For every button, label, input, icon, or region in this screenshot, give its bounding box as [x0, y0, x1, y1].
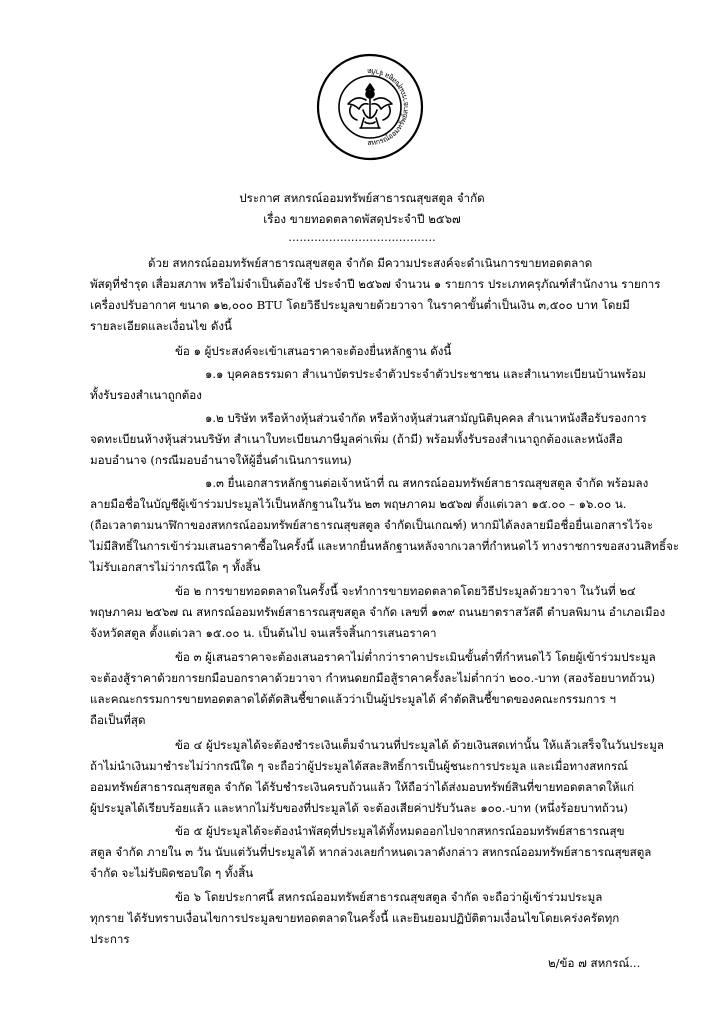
clause-heading: ข้อ ๔ ผู้ประมูลได้จะต้องชำระเงินเต็มจำนวนที่ประมูลได้ ด้วยเงินสดเท่านั้น ให้แล้วเสร็จในวันประมูล — [175, 738, 665, 752]
body-line: ทั้งรับรองสำเนาถูกต้อง — [90, 388, 202, 402]
body-line: ๑.๒ บริษัท หรือห้างหุ้นส่วนจำกัด หรือห้างหุ้นส่วนสามัญนิติบุคคล สำเนาหนังสือรับรองการ — [205, 411, 647, 425]
body-line: ไม่มีสิทธิ์ในการเข้าร่วมเสนอราคาซื้อในครั้งนี้ และหากยื่นหลักฐานหลังจากเวลาที่กำหนดไว้ ทางราชการขอสงวนสิทธิ์จะ — [90, 539, 680, 553]
clause-heading: ข้อ ๑ ผู้ประสงค์จะเข้าเสนอราคาจะต้องยื่นหลักฐาน ดังนี้ — [175, 344, 452, 358]
body-line: ออมทรัพย์สาธารณสุขสตูล จำกัด ได้รับชำระเงินครบถ้วนแล้ว ให้ถือว่าได้ส่งมอบทรัพย์สินที่ขายทอดตลาดให้แก่ — [90, 780, 635, 794]
clause-heading: ข้อ ๕ ผู้ประมูลได้จะต้องนำพัสดุที่ประมูลได้ทั้งหมดออกไปจากสหกรณ์ออมทรัพย์สาธารณสุข — [175, 824, 625, 838]
body-line: จำกัด จะไม่รับผิดชอบใด ๆ ทั้งสิ้น — [90, 866, 254, 880]
garuda-emblem-icon — [348, 84, 392, 128]
body-line: ไม่รับเอกสารไม่ว่ากรณีใด ๆ ทั้งสิ้น — [90, 560, 261, 574]
body-line: จังหวัดสตูล ตั้งแต่เวลา ๑๕.๐๐ น. เป็นต้นไป จนเสร็จสิ้นการเสนอราคา — [90, 626, 437, 640]
announcement-title: ประกาศ สหกรณ์ออมทรัพย์สาธารณสุขสตูล จำกัด — [239, 191, 485, 205]
page-continuation: ๒/ข้อ ๗ สหกรณ์... — [548, 956, 641, 970]
announcement-subject: เรื่อง ขายทอดตลาดพัสดุประจำปี ๒๕๖๗ — [263, 212, 461, 226]
body-line: ถือเป็นที่สุด — [90, 713, 146, 727]
body-line: รายละเอียดและเงื่อนไข ดังนี้ — [90, 319, 232, 333]
body-line: พฤษภาคม ๒๕๖๗ ณ สหกรณ์ออมทรัพย์สาธารณสุขสตูล จำกัด เลขที่ ๑๓๙ ถนนยาตราสวัสดี ตำบลพิมาน อำเภอเมือง — [90, 605, 666, 619]
body-line: มอบอำนาจ (กรณีมอบอำนาจให้ผู้อื่นดำเนินการแทน) — [90, 453, 352, 467]
body-line: จะต้องสู้ราคาด้วยการยกมือบอกราคาด้วยวาจา กำหนดยกมือสู้ราคาครั้งละไม่ต่ำกว่า ๒๐๐.-บาท (สองร้อยบาทถ้วน) — [90, 671, 656, 685]
body-line: เครื่องปรับอากาศ ขนาด ๑๒,๐๐๐ BTU โดยวิธีประมูลขายด้วยวาจา ในราคาขั้นต่ำเป็นเงิน ๓,๕๐๐ บาท โดยมี — [90, 298, 630, 312]
seal-ring-text: สหกรณ์ออมทรัพย์สาธารณสุขสตูล จำกัด — [367, 66, 411, 148]
cooperative-seal — [315, 52, 425, 162]
body-line: จดทะเบียนห้างหุ้นส่วนบริษัท สำเนาใบทะเบียนภาษีมูลค่าเพิ่ม (ถ้ามี) พร้อมทั้งรับรองสำเนาถูกต้องและหนังสือ — [90, 432, 623, 446]
body-line: ๑.๓ ยื่นเอกสารหลักฐานต่อเจ้าหน้าที่ ณ สหกรณ์ออมทรัพย์สาธารณสุขสตูล จำกัด พร้อมลง — [205, 476, 649, 490]
body-line: ๑.๑ บุคคลธรรมดา สำเนาบัตรประจำตัวประจำตัวประชาชน และสำเนาทะเบียนบ้านพร้อม — [205, 367, 647, 381]
body-line: พัสดุที่ชำรุด เสื่อมสภาพ หรือไม่จำเป็นต้องใช้ ประจำปี ๒๕๖๗ จำนวน ๑ รายการ ประเภทครุภัณฑ์สำนักงาน รายการ — [90, 277, 661, 291]
clause-heading: ข้อ ๓ ผู้เสนอราคาจะต้องเสนอราคาไม่ต่ำกว่าราคาประเมินขั้นต่ำที่กำหนดไว้ โดยผู้เข้าร่วมประมูล — [175, 650, 656, 664]
body-line: ประการ — [90, 932, 130, 946]
body-line: ทุกราย ได้รับทราบเงื่อนไขการประมูลขายทอดตลาดในครั้งนี้ และยินยอมปฏิบัติตามเงื่อนไขโดยเคร่งครัดทุก — [90, 911, 620, 925]
clause-heading: ข้อ ๒ การขายทอดตลาดในครั้งนี้ จะทำการขายทอดตลาดโดยวิธีประมูลด้วยวาจา ในวันที่ ๒๔ — [175, 584, 636, 598]
body-line: ด้วย สหกรณ์ออมทรัพย์สาธารณสุขสตูล จำกัด มีความประสงค์จะดำเนินการขายทอดตลาด — [148, 256, 593, 270]
title-separator: ........................................ — [288, 230, 436, 244]
body-line: สตูล จำกัด ภายใน ๓ วัน นับแต่วันที่ประมูลได้ หากล่วงเลยกำหนดเวลาดังกล่าว สหกรณ์ออมทรัพย์สาธารณสุขสตูล — [90, 845, 652, 859]
body-line: ลายมือชื่อในบัญชีผู้เข้าร่วมประมูลไว้เป็นหลักฐานในวัน ๒๓ พฤษภาคม ๒๕๖๗ ตั้งแต่เวลา ๑๕.๐๐ – ๑๖.๐๐ น. — [90, 497, 627, 511]
body-line: ผู้ประมูลได้เรียบร้อยแล้ว และหากไม่รับของที่ประมูลได้ จะต้องเสียค่าปรับวันละ ๑๐๐.-บาท (หนึ่งร้อยบาทถ้วน) — [90, 801, 628, 815]
body-line: และคณะกรรมการขายทอดตลาดได้ตัดสินชี้ขาดแล้วว่าเป็นผู้ประมูลได้ คำตัดสินชี้ขาดของคณะกรรมการ ฯ — [90, 692, 616, 706]
clause-heading: ข้อ ๖ โดยประกาศนี้ สหกรณ์ออมทรัพย์สาธารณสุขสตูล จำกัด จะถือว่าผู้เข้าร่วมประมูล — [175, 890, 603, 904]
body-line: (ถือเวลาตามนาฬิกาของสหกรณ์ออมทรัพย์สาธารณสุขสตูล จำกัดเป็นเกณฑ์) หากมิได้ลงลายมือชื่อยื่นเอกสารไว้จะ — [90, 518, 654, 532]
body-line: ถ้าไม่นำเงินมาชำระไม่ว่ากรณีใด ๆ จะถือว่าผู้ประมูลได้สละสิทธิ์การเป็นผู้ชนะการประมูล และเมื่อทางสหกรณ์ — [90, 759, 628, 773]
